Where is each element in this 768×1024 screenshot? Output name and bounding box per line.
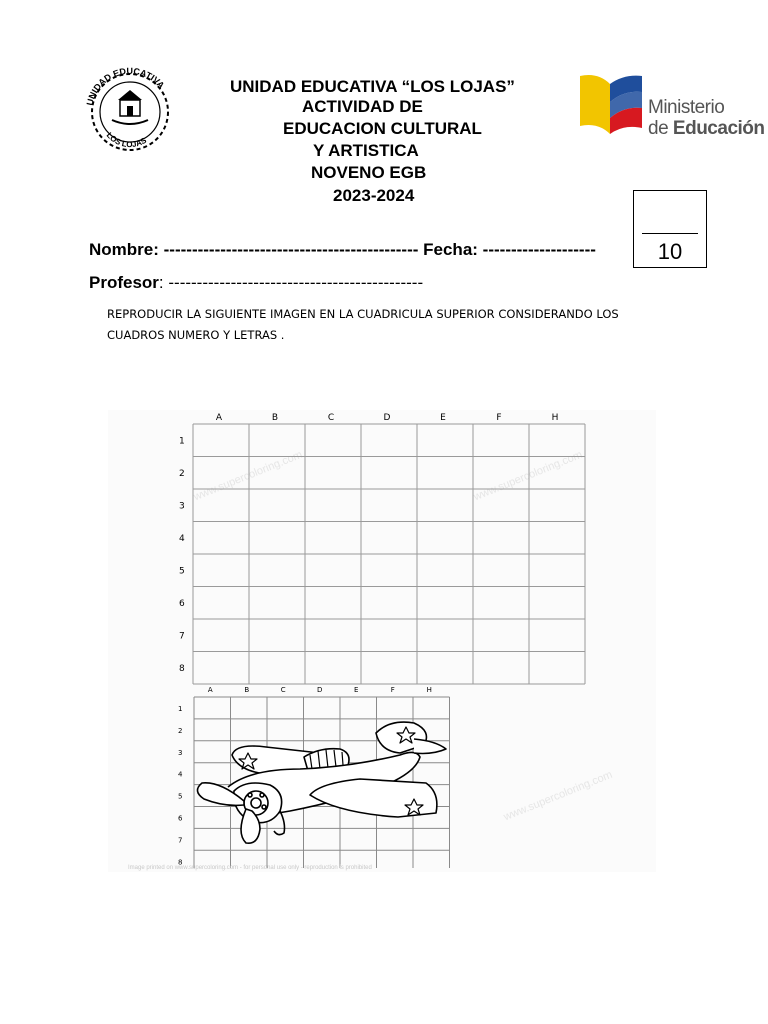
grid-row-label: 1 — [179, 436, 185, 447]
score-blank-line — [642, 233, 698, 234]
grid-column-label: C — [327, 413, 335, 423]
ministry-name-line-2 — [648, 119, 765, 139]
grid-row-label: 8 — [178, 858, 183, 867]
watermark-2: www.supercoloring.com — [471, 448, 585, 504]
profesor-field[interactable] — [89, 273, 423, 293]
score-box — [633, 190, 707, 268]
school-logo — [82, 62, 178, 158]
empty-drawing-grid[interactable] — [170, 410, 590, 690]
grid-row-label: 6 — [179, 598, 185, 609]
nombre-label: Nombre: — [89, 240, 159, 259]
grid-row-label: 3 — [179, 501, 185, 512]
ministry-name-prefix: de — [648, 118, 673, 139]
airplane-drawing — [197, 722, 446, 843]
school-logo-bottom-text: LOS LOJAS — [104, 130, 149, 150]
image-credit: Image printed on www.supercoloring.com - for personal use only - reproduction is prohibited — [128, 865, 372, 871]
grid-column-label: F — [390, 686, 395, 694]
fecha-line: -------------------- — [482, 240, 596, 259]
school-logo-top-text: UNIDAD EDUCATIVA — [84, 65, 167, 107]
grid-column-label: D — [317, 686, 323, 694]
profesor-line: : --------------------------------------------- — [158, 273, 424, 292]
header-line-4: Y ARTISTICA — [313, 141, 419, 160]
grid-row-label: 2 — [179, 468, 185, 479]
grid-row-label: 1 — [178, 704, 183, 713]
grid-row-label: 2 — [178, 726, 183, 735]
fecha-label: Fecha: — [423, 240, 478, 259]
svg-text:LOS LOJAS — [105, 131, 149, 149]
header-line-3: EDUCACION CULTURAL — [283, 119, 482, 138]
score-value: 10 — [657, 239, 683, 264]
grid-column-label: H — [551, 413, 559, 423]
watermark-1: www.supercoloring.com — [191, 448, 305, 504]
grid-column-label: E — [440, 413, 446, 423]
grid-column-label: H — [426, 686, 432, 694]
grid-row-label: 5 — [178, 792, 183, 801]
grid-row-label: 7 — [179, 631, 185, 642]
grid-column-label: B — [271, 413, 279, 423]
grid-row-label: 7 — [178, 836, 183, 845]
ministry-name-bold: Educación — [672, 118, 765, 139]
grid-row-label: 5 — [179, 566, 185, 577]
nombre-line: --------------------------------------------- — [163, 240, 419, 259]
grid-column-label: E — [354, 686, 359, 694]
header-line-2: ACTIVIDAD DE — [302, 97, 423, 116]
ministry-flag-logo — [580, 72, 646, 140]
ministry-name-line-1: Ministerio — [648, 97, 725, 118]
nombre-field[interactable] — [89, 240, 596, 260]
grid-column-label: A — [207, 686, 213, 694]
header-year: 2023-2024 — [333, 186, 415, 205]
grid-column-label: B — [244, 686, 250, 694]
instructions-text: REPRODUCIR LA SIGUIENTE IMAGEN EN LA CUADRICULA SUPERIOR CONSIDERANDO LOS CUADROS NUMERO Y LETRAS . — [107, 307, 619, 342]
grid-row-label: 4 — [178, 770, 183, 779]
grid-column-label: A — [215, 413, 223, 423]
grid-column-label: D — [383, 413, 391, 423]
watermark-3: www.supercoloring.com — [501, 768, 615, 824]
reference-airplane-grid — [170, 683, 460, 868]
header-line-5: NOVENO EGB — [311, 163, 427, 182]
grid-column-label: F — [496, 413, 502, 423]
grid-column-label: C — [280, 686, 286, 694]
profesor-label: Profesor — [89, 273, 159, 292]
grid-row-label: 6 — [178, 814, 183, 823]
grid-row-label: 3 — [178, 748, 183, 757]
school-name: UNIDAD EDUCATIVA “LOS LOJAS” — [230, 77, 515, 96]
grid-row-label: 8 — [179, 663, 185, 674]
grid-row-label: 4 — [179, 533, 185, 544]
